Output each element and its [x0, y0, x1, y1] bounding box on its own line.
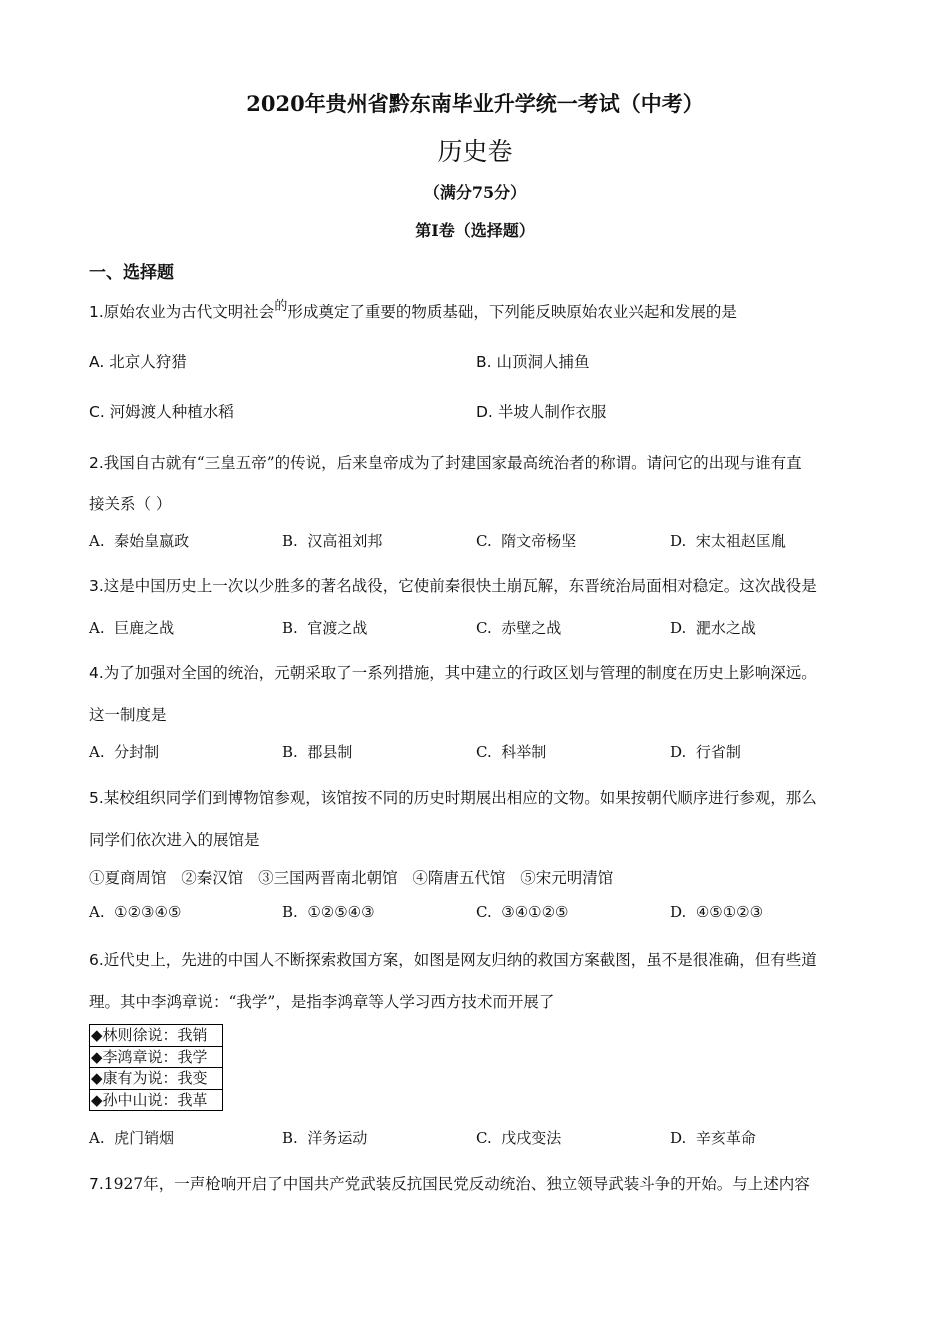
rescue-plans-figure	[89, 1024, 223, 1111]
hall-item: ②秦汉馆	[181, 869, 244, 887]
option-text: 赤壁之战	[501, 619, 562, 637]
question-number: 7.	[89, 1175, 104, 1193]
option-letter: C.	[476, 1129, 492, 1147]
option-text: 分封制	[114, 743, 160, 761]
hall-item: ④隋唐五代馆	[412, 869, 506, 887]
option-letter: B.	[282, 903, 298, 921]
option-text: 宋太祖赵匡胤	[695, 532, 786, 550]
question-4-option-d[interactable]	[670, 741, 741, 762]
option-text: 山顶洞人捕鱼	[496, 353, 590, 371]
option-text: 戊戌变法	[501, 1129, 562, 1147]
question-5-option-d[interactable]	[670, 903, 763, 921]
option-letter: D.	[670, 532, 687, 550]
figure-line: ◆孙中山说：我革	[90, 1089, 222, 1111]
question-2-option-d[interactable]	[670, 530, 786, 551]
question-6-stem-cont: 理。其中李鸿章说：“我学”，是指李鸿章等人学习西方技术而开展了	[89, 993, 555, 1011]
question-3-option-d[interactable]	[670, 617, 756, 638]
hall-item: ③三国两晋南北朝馆	[258, 869, 398, 887]
stem-sup-text: 的	[274, 299, 288, 314]
figure-line: ◆李鸿章说：我学	[90, 1046, 222, 1068]
question-5-stem	[89, 786, 817, 808]
question-6-option-d[interactable]	[670, 1127, 756, 1148]
question-number: 5.	[89, 789, 104, 807]
subject-title: 历史卷	[437, 137, 513, 166]
option-letter: A.	[89, 743, 105, 761]
question-2-option-b[interactable]	[282, 530, 382, 551]
question-4-stem	[89, 661, 817, 683]
option-text: ④⑤①②③	[695, 903, 764, 921]
stem-text: 形成奠定了重要的物质基础，下列能反映原始农业兴起和发展的是	[287, 303, 737, 321]
option-letter: B.	[282, 619, 298, 637]
question-1-option-b[interactable]	[476, 350, 590, 372]
option-letter: C.	[476, 532, 492, 550]
full-score: （满分75分）	[423, 183, 527, 202]
option-letter: B.	[282, 1129, 298, 1147]
option-letter: D.	[670, 1129, 687, 1147]
question-4-option-c[interactable]	[476, 741, 546, 762]
question-5-option-b[interactable]	[282, 903, 375, 921]
figure-line: ◆康有为说：我变	[90, 1067, 222, 1089]
question-2-stem	[89, 451, 802, 473]
stem-text: 这是中国历史上一次以少胜多的著名战役，它使前秦很快土崩瓦解，东晋统治局面相对稳定。这次战役是	[103, 577, 817, 595]
question-4-option-b[interactable]	[282, 741, 352, 762]
question-4-stem-cont: 这一制度是	[89, 706, 167, 724]
question-4-option-a[interactable]	[89, 741, 159, 762]
question-3-option-a[interactable]	[89, 617, 174, 638]
option-letter: C.	[476, 743, 492, 761]
question-3-stem	[89, 574, 817, 596]
volume-title: 第Ⅰ卷（选择题）	[415, 221, 535, 240]
option-text: 秦始皇嬴政	[114, 532, 190, 550]
question-1-option-d[interactable]	[476, 400, 606, 422]
option-letter: B.	[476, 353, 492, 371]
option-letter: D.	[670, 743, 687, 761]
option-letter: A.	[89, 619, 105, 637]
question-7-stem	[89, 1172, 810, 1194]
stem-text: 近代史上，先进的中国人不断探索救国方案，如图是网友归纳的救国方案截图，虽不是很准确，但有些道	[103, 951, 817, 969]
option-text: 巨鹿之战	[114, 619, 175, 637]
option-text: 汉高祖刘邦	[307, 532, 383, 550]
question-6-option-c[interactable]	[476, 1127, 561, 1148]
exam-title: 2020年贵州省黔东南毕业升学统一考试（中考）	[246, 91, 704, 116]
option-letter: C.	[89, 403, 105, 421]
option-letter: A.	[89, 903, 105, 921]
option-letter: D.	[670, 903, 687, 921]
stem-text: 1927年，一声枪响开启了中国共产党武装反抗国民党反动统治、独立领导武装斗争的开始。与上述内容	[103, 1175, 810, 1193]
question-6-option-b[interactable]	[282, 1127, 367, 1148]
option-text: 官渡之战	[307, 619, 368, 637]
option-text: 辛亥革命	[695, 1129, 756, 1147]
option-letter: D.	[476, 403, 493, 421]
question-5-stem-cont: 同学们依次进入的展馆是	[89, 831, 260, 849]
question-1-option-c[interactable]	[89, 400, 234, 422]
question-6-stem	[89, 948, 817, 970]
exhibition-halls	[89, 866, 613, 888]
option-letter: C.	[476, 619, 492, 637]
option-text: 洋务运动	[307, 1129, 368, 1147]
hall-item: ①夏商周馆	[89, 869, 167, 887]
question-1-option-a[interactable]	[89, 350, 187, 372]
question-number: 6.	[89, 951, 104, 969]
stem-text: 原始农业为古代文明社会	[103, 303, 275, 321]
stem-text: 某校组织同学们到博物馆参观，该馆按不同的历史时期展出相应的文物。如果按朝代顺序进行参观，那么	[103, 789, 817, 807]
question-2-option-a[interactable]	[89, 530, 189, 551]
figure-line: ◆林则徐说：我销	[91, 1026, 208, 1044]
stem-text: 我国自古就有“三皇五帝”的传说，后来皇帝成为了封建国家最高统治者的称谓。请问它的出现与谁有直	[103, 454, 802, 472]
option-text: 河姆渡人种植水稻	[109, 403, 234, 421]
option-text: ③④①②⑤	[501, 903, 569, 921]
option-text: 淝水之战	[695, 619, 756, 637]
option-letter: B.	[282, 532, 298, 550]
question-2-stem-cont: 接关系（ ）	[89, 495, 172, 513]
section-title: 一、选择题	[89, 263, 174, 283]
question-2-option-c[interactable]	[476, 530, 576, 551]
option-letter: B.	[282, 743, 298, 761]
option-text: 郡县制	[307, 743, 353, 761]
question-6-option-a[interactable]	[89, 1127, 174, 1148]
question-number: 4.	[89, 664, 104, 682]
option-text: 行省制	[695, 743, 741, 761]
option-text: 科举制	[501, 743, 547, 761]
option-letter: A.	[89, 532, 105, 550]
question-number: 3.	[89, 577, 104, 595]
hall-item: ⑤宋元明清馆	[520, 869, 614, 887]
question-3-option-b[interactable]	[282, 617, 367, 638]
option-text: 北京人狩猎	[109, 353, 187, 371]
option-text: 半坡人制作衣服	[497, 403, 607, 421]
option-text: ①②⑤④③	[307, 903, 375, 921]
stem-text: 为了加强对全国的统治，元朝采取了一系列措施，其中建立的行政区划与管理的制度在历史上影响深远。	[103, 664, 817, 682]
question-number: 2.	[89, 454, 104, 472]
question-3-option-c[interactable]	[476, 617, 561, 638]
question-5-option-a[interactable]	[89, 903, 181, 921]
question-number: 1.	[89, 303, 104, 321]
question-1-stem	[89, 300, 737, 322]
option-letter: A.	[89, 1129, 105, 1147]
option-letter: D.	[670, 619, 687, 637]
option-text: 隋文帝杨坚	[501, 532, 577, 550]
question-5-option-c[interactable]	[476, 903, 569, 921]
option-letter: A.	[89, 353, 105, 371]
option-text: ①②③④⑤	[114, 903, 182, 921]
option-text: 虎门销烟	[114, 1129, 175, 1147]
option-letter: C.	[476, 903, 492, 921]
